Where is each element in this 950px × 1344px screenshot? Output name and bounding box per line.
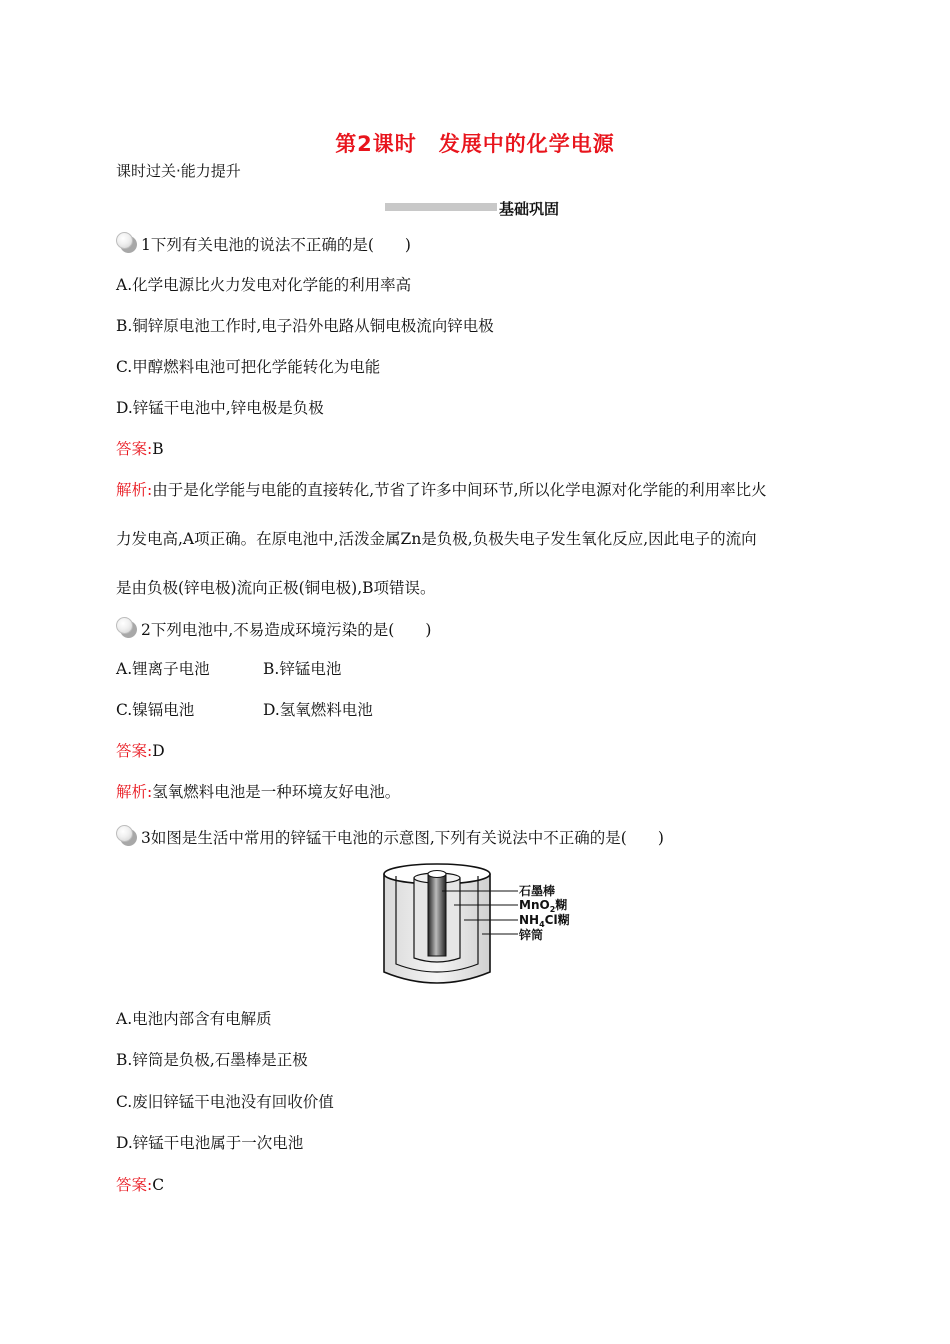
analysis-label: 解析: [116, 481, 153, 499]
question-number: 1 [141, 236, 151, 254]
answer-label: 答案: [116, 742, 153, 760]
question-2 [116, 617, 431, 640]
page-title: 第2课时 发展中的化学电源 [335, 132, 615, 156]
question-marker-icon [116, 232, 138, 254]
answer-2 [116, 739, 165, 761]
option-d: D.锌锰干电池中,锌电极是负极 [116, 399, 324, 417]
options-row-2 [116, 698, 516, 720]
question-number: 2 [141, 621, 151, 639]
answer-label: 答案: [116, 1176, 153, 1194]
option-b: B.铜锌原电池工作时,电子沿外电路从铜电极流向锌电极 [116, 317, 494, 335]
option-d: D.锌锰干电池属于一次电池 [116, 1134, 304, 1152]
option-a: A.电池内部含有电解质 [116, 1010, 272, 1028]
battery-diagram [382, 860, 582, 988]
options-row-1 [116, 657, 516, 679]
analysis-text: 氢氧燃料电池是一种环境友好电池。 [152, 783, 401, 801]
answer-value: D [152, 742, 165, 760]
answer-value: B [152, 440, 164, 458]
question-1 [116, 232, 411, 255]
analysis-2 [116, 780, 400, 802]
question-stem: 下列电池中,不易造成环境污染的是( ) [150, 621, 432, 639]
option-c: C.镍镉电池 [116, 701, 195, 719]
graphite-rod-label: 石墨棒 [519, 884, 556, 898]
question-marker-icon [116, 825, 138, 847]
answer-3 [116, 1173, 164, 1195]
page-subtitle: 课时过关·能力提升 [116, 162, 241, 180]
analysis-1-line-1 [116, 478, 767, 500]
option-d: D.氢氧燃料电池 [263, 701, 373, 719]
analysis-text: 由于是化学能与电能的直接转化,节省了许多中间环节,所以化学电源对化学能的利用率比火 [152, 481, 767, 499]
section-label: 基础巩固 [499, 200, 560, 218]
analysis-1-line-3: 是由负极(锌电极)流向正极(铜电极),B项错误。 [116, 579, 436, 597]
answer-label: 答案: [116, 440, 153, 458]
answer-value: C [152, 1176, 165, 1194]
mno2-label: MnO$_2$糊 [519, 898, 568, 914]
question-stem: 如图是生活中常用的锌锰干电池的示意图,下列有关说法中不正确的是( ) [150, 829, 664, 847]
option-b: B.锌筒是负极,石墨棒是正极 [116, 1051, 308, 1069]
option-a: A.锂离子电池 [116, 660, 210, 678]
option-c: C.废旧锌锰干电池没有回收价值 [116, 1093, 334, 1111]
question-number: 3 [141, 829, 151, 847]
analysis-label: 解析: [116, 783, 153, 801]
option-a: A.化学电源比火力发电对化学能的利用率高 [116, 276, 412, 294]
zinc-can-label: 锌筒 [519, 928, 544, 942]
question-stem: 下列有关电池的说法不正确的是( ) [150, 236, 411, 254]
option-b: B.锌锰电池 [263, 660, 342, 678]
answer-1 [116, 437, 164, 459]
question-3 [116, 825, 664, 848]
analysis-1-line-2: 力发电高,A项正确。在原电池中,活泼金属Zn是负极,负极失电子发生氧化反应,因此电子的流向 [116, 530, 757, 548]
option-c: C.甲醇燃料电池可把化学能转化为电能 [116, 358, 381, 376]
nh4cl-label: $NH_4Cl$糊 [519, 913, 570, 929]
graphite-rod [428, 871, 446, 957]
question-marker-icon [116, 617, 138, 639]
section-bar [385, 203, 497, 211]
